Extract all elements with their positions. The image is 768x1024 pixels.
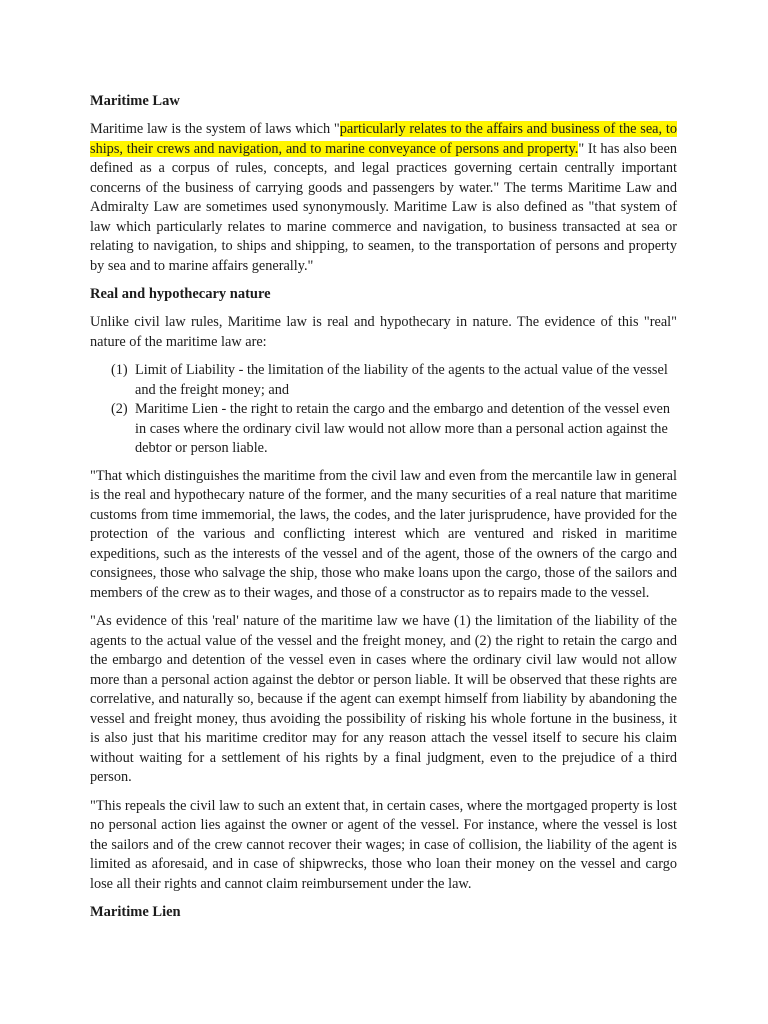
list-item-number: (1) <box>111 362 128 378</box>
paragraph-text-after-highlight: " It has also been defined as a corpus of rules, concepts, and legal practices governing certain centrally important concerns of the business of carrying goods and passengers by water." The terms Maritime Law and Admiralty Law are sometimes used synonymously. Maritime Law is also defined as "that system of law which particularly relates to marine commerce and navigation, to business transacted at sea or relating to navigation, to ships and shipping, to seamen, to the transportation of persons and property by sea and to marine affairs generally." <box>90 140 677 274</box>
real-nature-evidence-list <box>90 361 677 459</box>
list-item-number: (2) <box>111 401 128 417</box>
section-heading-maritime-law: Maritime Law <box>90 93 180 109</box>
quoted-paragraph-distinguishes: "That which distinguishes the maritime from the civil law and even from the mercantile law in general is the real and hypothecary nature of the former, and the many securities of a real nature that maritime customs from time immemorial, the laws, the codes, and the later jurisprudence, have provided for the protection of the various and conflicting interest which are ventured and risked in maritime expeditions, such as the interests of the vessel and of the agent, those of the owners of the cargo and consignees, those who salvage the ship, those who make loans upon the cargo, those of the sailors and members of the crew as to their wages, and those of a constructor as to repairs made to the vessel. <box>90 467 677 601</box>
list-item-text: Limit of Liability - the limitation of the liability of the agents to the actual value of the vessel and the freight money; and <box>135 362 668 398</box>
maritime-law-definition-paragraph <box>90 120 677 276</box>
paragraph-text-before-highlight: Maritime law is the system of laws which " <box>90 121 340 137</box>
quoted-paragraph-evidence: "As evidence of this 'real' nature of the maritime law we have (1) the limitation of the liability of the agents to the actual value of the vessel and the freight money, and (2) the right to retain the cargo and the embargo and detention of the vessel even in cases where the ordinary civil law would not allow more than a personal action against the debtor or person liable. It will be observed that these rights are correlative, and naturally so, because if the agent can exempt himself from liability by abandoning the vessel and freight money, thus avoiding the possibility of risking his whole fortune in the business, it is also just that his maritime creditor may for any reason attach the vessel itself to secure his claim without waiting for a settlement of his rights by a final judgment, even to the prejudice of a third person. <box>90 613 677 785</box>
section-heading-real-and-hypothecary-nature: Real and hypothecary nature <box>90 286 271 302</box>
list-item <box>90 400 677 459</box>
quoted-paragraph-repeals: "This repeals the civil law to such an extent that, in certain cases, where the mortgaged property is lost no personal action lies against the owner or agent of the vessel. For instance, where the vessel is lost the sailors and of the crew cannot recover their wages; in case of collision, the liability of the agent is limited as aforesaid, and in case of shipwrecks, those who loan their money on the vessel and cargo lose all their rights and cannot claim reimbursement under the law. <box>90 797 677 892</box>
section-heading-maritime-lien: Maritime Lien <box>90 904 181 920</box>
highlighted-text: particularly relates to the affairs and business of the sea, to ships, their crews and navigation, and to marine conveyance of persons and property. <box>90 121 678 157</box>
document-body <box>90 92 677 931</box>
list-item <box>90 361 677 400</box>
real-nature-intro-paragraph: Unlike civil law rules, Maritime law is real and hypothecary in nature. The evidence of this "real" nature of the maritime law are: <box>90 314 677 350</box>
list-item-text: Maritime Lien - the right to retain the cargo and the embargo and detention of the vessel even in cases where the ordinary civil law would not allow more than a personal action against the debtor or person liable. <box>135 401 671 456</box>
